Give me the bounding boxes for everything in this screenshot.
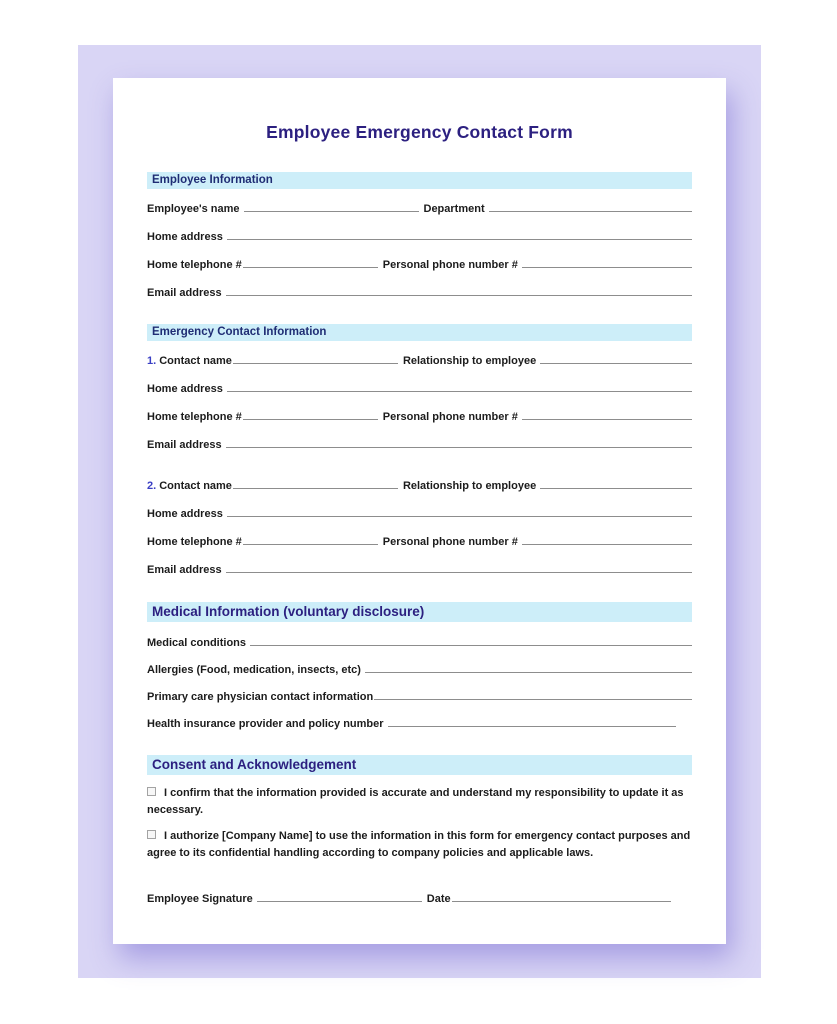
contact-name-label: Contact name — [159, 480, 232, 492]
field-row-contact2-name-relationship — [147, 478, 692, 492]
field-row-employee-name-department — [147, 201, 692, 215]
field-row-contact2-phones — [147, 534, 692, 548]
relationship-label: Relationship to employee — [402, 480, 537, 492]
date-fill-line[interactable] — [452, 891, 671, 902]
consent-text: I confirm that the information provided is accurate and understand my responsibility to update it as necessary. — [147, 787, 684, 817]
checkbox-icon[interactable] — [147, 787, 156, 796]
insurance-fill-line[interactable] — [388, 716, 676, 727]
field-row-employee-email — [147, 285, 692, 299]
employee-home-address-fill-line[interactable] — [227, 229, 692, 240]
contact2-number: 2. — [147, 480, 157, 492]
contact2-relationship-fill-line[interactable] — [540, 478, 692, 489]
employee-email-fill-line[interactable] — [226, 285, 692, 296]
field-row-employee-home-address — [147, 229, 692, 243]
section-heading-label: Employee Information — [152, 174, 273, 186]
department-fill-line[interactable] — [489, 201, 692, 212]
consent-text: I authorize [Company Name] to use the information in this form for emergency contact purposes and agree to its confidential handling according to company policies and applicable laws. — [147, 830, 691, 860]
contact1-home-telephone-fill-line[interactable] — [243, 409, 378, 420]
field-row-contact2-home-address — [147, 506, 692, 520]
contact-name-label: Contact name — [159, 355, 232, 367]
contact1-relationship-fill-line[interactable] — [540, 353, 692, 364]
field-row-contact1-phones — [147, 409, 692, 423]
contact1-name-fill-line[interactable] — [233, 353, 398, 364]
consent-statement-accuracy — [147, 785, 692, 819]
contact1-home-address-fill-line[interactable] — [227, 381, 692, 392]
section-heading-label: Medical Information (voluntary disclosure) — [152, 604, 425, 619]
allergies-label: Allergies (Food, medication, insects, etc) — [147, 664, 361, 676]
section-heading-consent — [147, 755, 692, 775]
contact2-home-address-fill-line[interactable] — [227, 506, 692, 517]
home-address-label: Home address — [147, 231, 223, 243]
section-heading-medical-information — [147, 602, 692, 622]
employee-name-label: Employee's name — [147, 203, 240, 215]
section-heading-emergency-contact-information — [147, 324, 692, 341]
employee-name-fill-line[interactable] — [244, 201, 419, 212]
section-heading-label: Emergency Contact Information — [152, 326, 327, 338]
personal-phone-label: Personal phone number # — [382, 411, 518, 423]
contact1-email-fill-line[interactable] — [226, 437, 692, 448]
home-telephone-label: Home telephone # — [147, 536, 242, 548]
consent-statement-authorization — [147, 828, 692, 862]
home-telephone-label: Home telephone # — [147, 411, 242, 423]
checkbox-icon[interactable] — [147, 830, 156, 839]
physician-fill-line[interactable] — [374, 689, 692, 700]
insurance-label: Health insurance provider and policy number — [147, 718, 384, 730]
field-row-contact1-home-address — [147, 381, 692, 395]
allergies-fill-line[interactable] — [365, 662, 692, 673]
department-label: Department — [423, 203, 485, 215]
contact1-personal-phone-fill-line[interactable] — [522, 409, 692, 420]
field-row-medical-conditions — [147, 635, 692, 649]
section-heading-employee-information — [147, 172, 692, 189]
form-title: Employee Emergency Contact Form — [266, 122, 573, 142]
personal-phone-label: Personal phone number # — [382, 536, 518, 548]
home-telephone-label: Home telephone # — [147, 259, 242, 271]
employee-home-telephone-fill-line[interactable] — [243, 257, 378, 268]
contact2-home-telephone-fill-line[interactable] — [243, 534, 378, 545]
relationship-label: Relationship to employee — [402, 355, 537, 367]
physician-label: Primary care physician contact information — [147, 691, 374, 703]
lavender-backdrop — [78, 45, 761, 978]
date-label: Date — [426, 893, 451, 906]
contact1-number: 1. — [147, 355, 157, 367]
field-row-contact1-name-relationship — [147, 353, 692, 367]
email-address-label: Email address — [147, 439, 222, 451]
field-row-insurance — [147, 716, 692, 730]
field-row-physician — [147, 689, 692, 703]
medical-conditions-label: Medical conditions — [147, 637, 247, 649]
field-row-employee-phones — [147, 257, 692, 271]
email-address-label: Email address — [147, 564, 222, 576]
email-address-label: Email address — [147, 287, 222, 299]
home-address-label: Home address — [147, 383, 223, 395]
section-heading-label: Consent and Acknowledgement — [152, 757, 357, 772]
field-row-contact1-email — [147, 437, 692, 451]
field-row-signature-date — [147, 891, 692, 905]
employee-signature-fill-line[interactable] — [257, 891, 422, 902]
field-row-contact2-email — [147, 562, 692, 576]
home-address-label: Home address — [147, 508, 223, 520]
form-page — [113, 78, 726, 944]
medical-conditions-fill-line[interactable] — [250, 635, 692, 646]
employee-personal-phone-fill-line[interactable] — [522, 257, 692, 268]
employee-signature-label: Employee Signature — [147, 893, 253, 906]
contact2-name-fill-line[interactable] — [233, 478, 398, 489]
contact2-personal-phone-fill-line[interactable] — [522, 534, 692, 545]
personal-phone-label: Personal phone number # — [382, 259, 518, 271]
field-row-allergies — [147, 662, 692, 676]
contact2-email-fill-line[interactable] — [226, 562, 692, 573]
